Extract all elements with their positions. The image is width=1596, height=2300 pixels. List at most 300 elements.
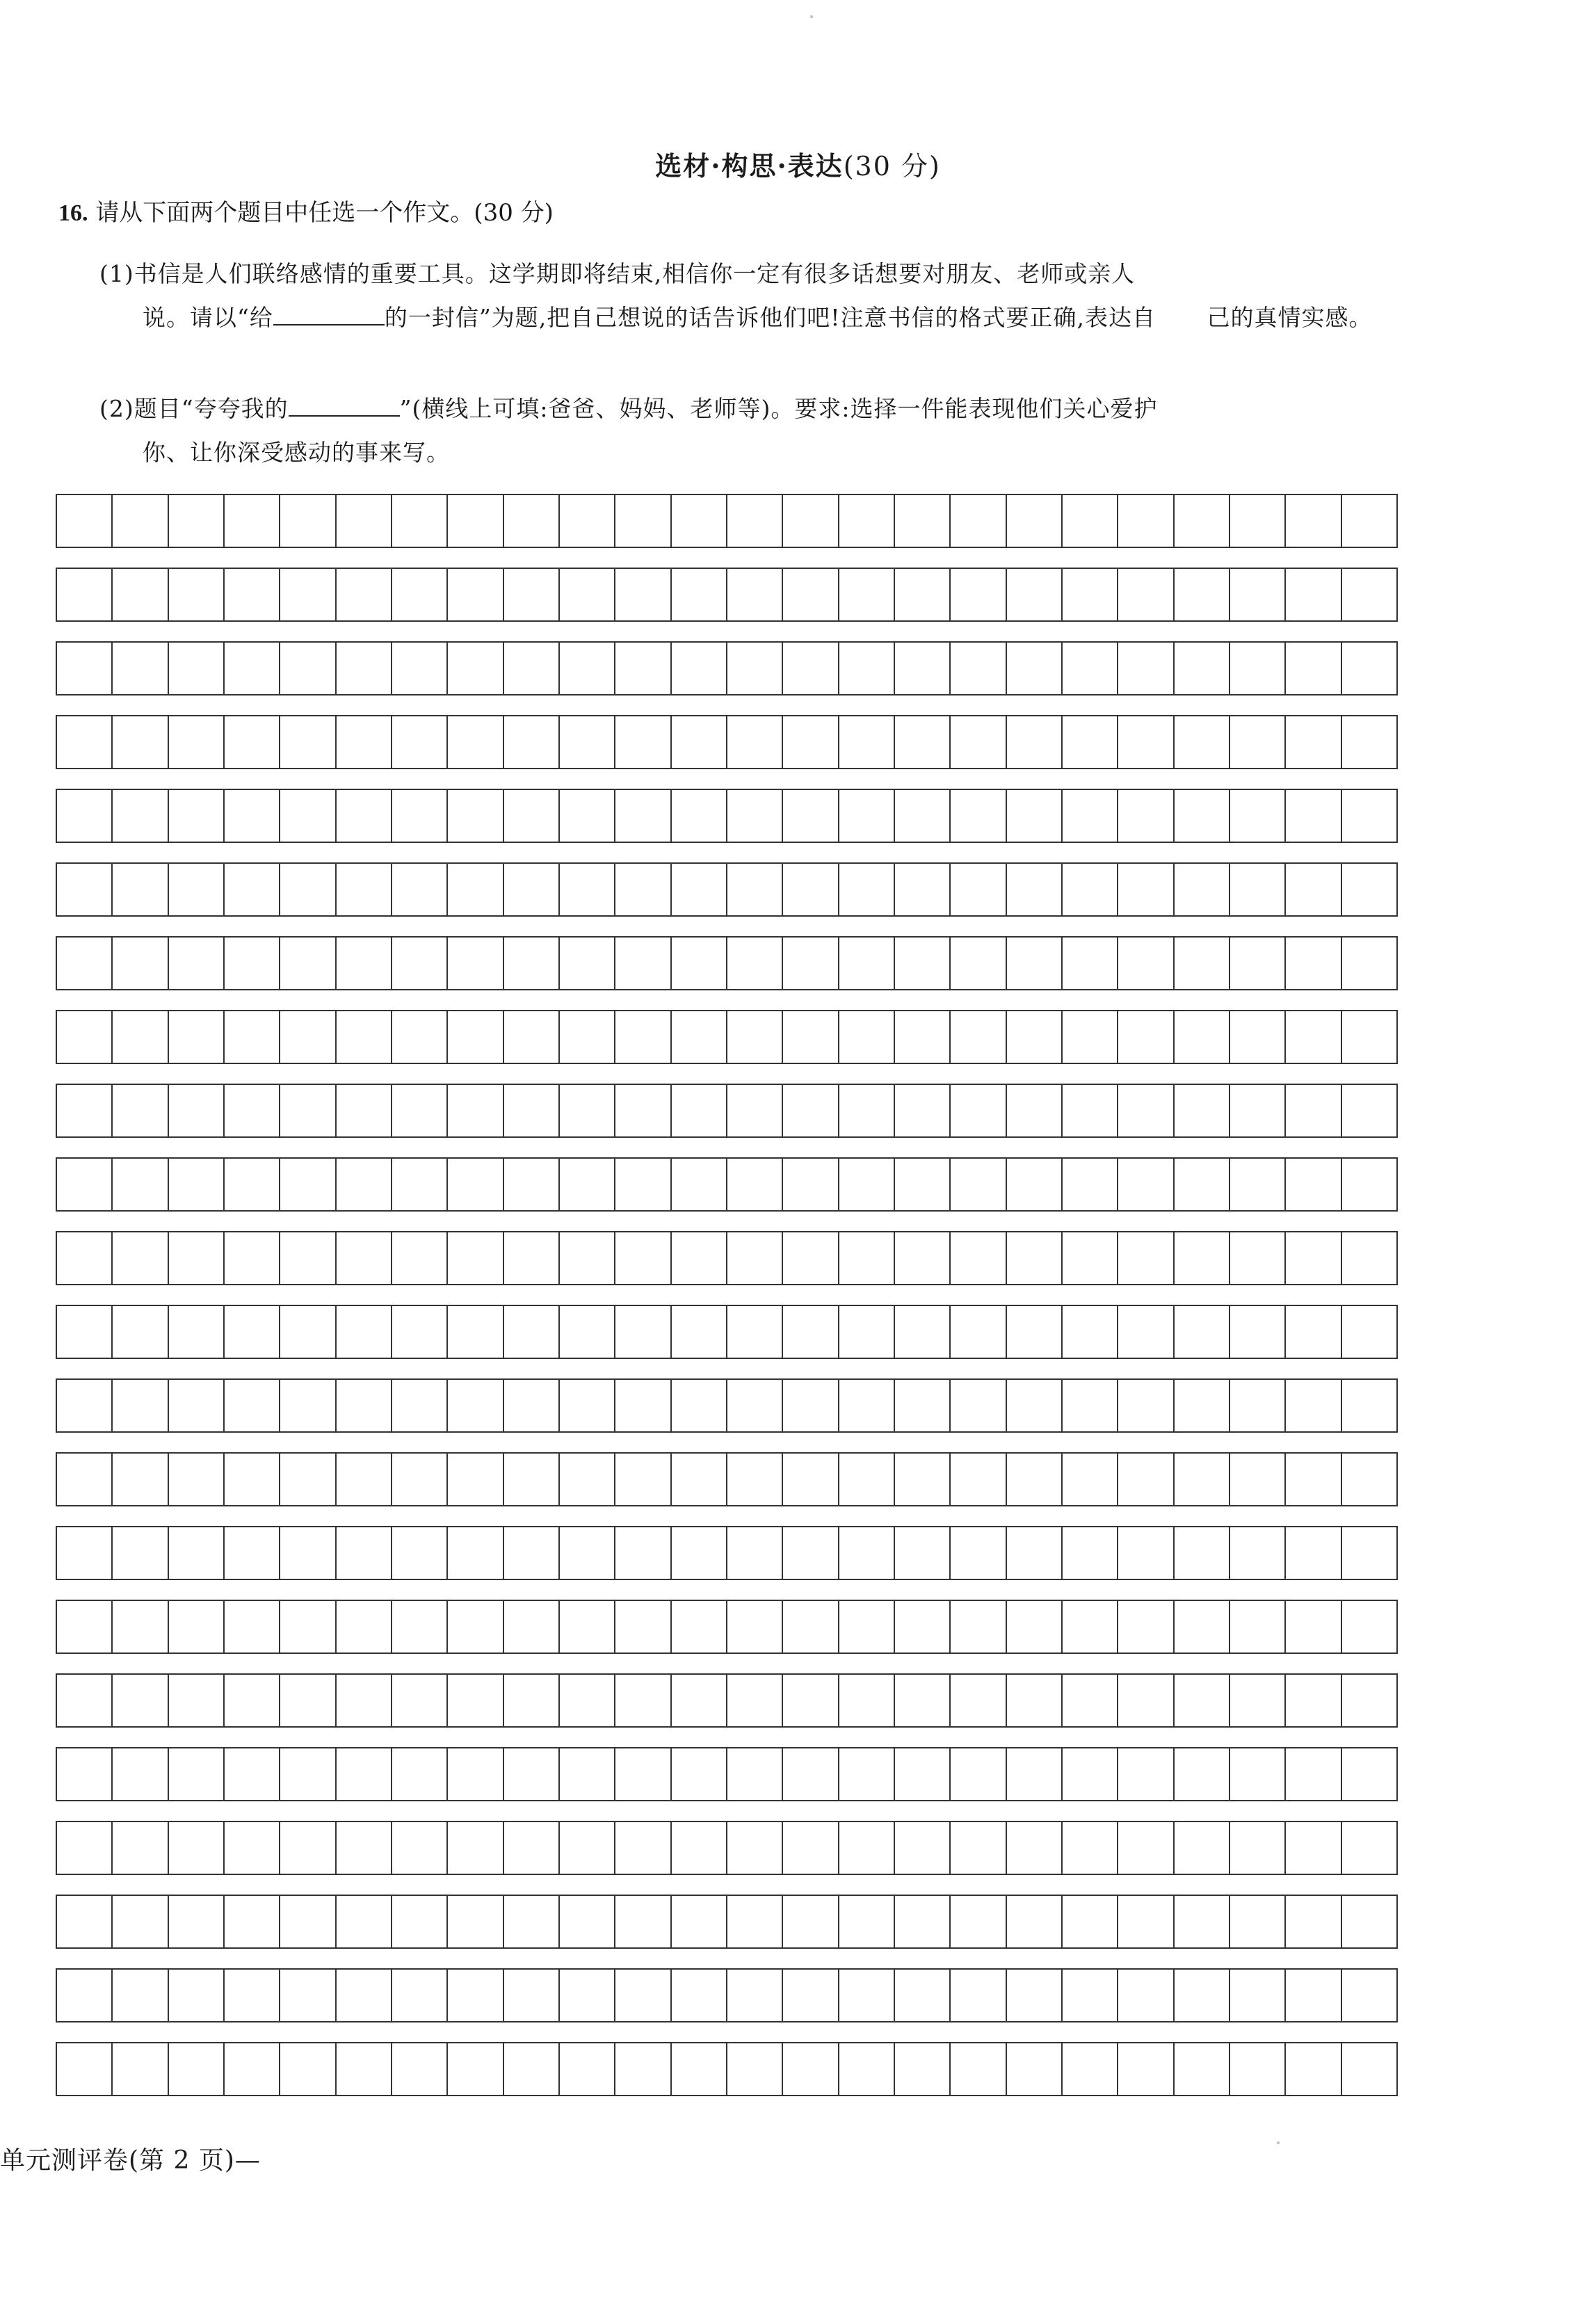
grid-cell[interactable]	[335, 1673, 391, 1728]
grid-cell[interactable]	[949, 568, 1005, 622]
grid-cell[interactable]	[726, 862, 782, 917]
grid-cell[interactable]	[1006, 1673, 1061, 1728]
grid-cell[interactable]	[1061, 1821, 1117, 1875]
grid-cell[interactable]	[614, 1895, 670, 1949]
grid-cell[interactable]	[1284, 1600, 1340, 1654]
grid-cell[interactable]	[279, 1010, 334, 1064]
grid-cell[interactable]	[279, 1378, 334, 1433]
grid-cell[interactable]	[1006, 1084, 1061, 1138]
grid-cell[interactable]	[726, 1305, 782, 1359]
grid-cell[interactable]	[56, 568, 111, 622]
grid-cell[interactable]	[782, 641, 837, 695]
grid-cell[interactable]	[838, 1747, 894, 1801]
grid-cell[interactable]	[558, 1526, 614, 1580]
grid-cell[interactable]	[111, 1673, 167, 1728]
grid-cell[interactable]	[558, 2042, 614, 2096]
grid-cell[interactable]	[335, 1010, 391, 1064]
grid-cell[interactable]	[1117, 568, 1172, 622]
grid-cell[interactable]	[56, 1968, 111, 2022]
grid-cell[interactable]	[670, 1673, 726, 1728]
grid-cell[interactable]	[168, 568, 223, 622]
grid-cell[interactable]	[56, 2042, 111, 2096]
grid-cell[interactable]	[614, 1084, 670, 1138]
grid-cell[interactable]	[1006, 715, 1061, 769]
grid-cell[interactable]	[1173, 1747, 1229, 1801]
grid-cell[interactable]	[446, 1968, 502, 2022]
grid-cell[interactable]	[335, 1747, 391, 1801]
grid-cell[interactable]	[446, 1305, 502, 1359]
grid-cell[interactable]	[949, 789, 1005, 843]
grid-cell[interactable]	[1117, 1747, 1172, 1801]
grid-cell[interactable]	[614, 1747, 670, 1801]
grid-cell[interactable]	[949, 1526, 1005, 1580]
grid-cell[interactable]	[1006, 1747, 1061, 1801]
grid-cell[interactable]	[894, 1747, 949, 1801]
grid-cell[interactable]	[1341, 1821, 1398, 1875]
grid-cell[interactable]	[1061, 1600, 1117, 1654]
grid-cell[interactable]	[949, 1305, 1005, 1359]
grid-cell[interactable]	[391, 1968, 446, 2022]
grid-cell[interactable]	[1006, 1452, 1061, 1506]
grid-cell[interactable]	[1117, 789, 1172, 843]
grid-cell[interactable]	[1061, 1231, 1117, 1285]
grid-cell[interactable]	[56, 1010, 111, 1064]
grid-cell[interactable]	[335, 862, 391, 917]
grid-cell[interactable]	[391, 1378, 446, 1433]
grid-cell[interactable]	[1229, 1747, 1284, 1801]
grid-cell[interactable]	[446, 1084, 502, 1138]
grid-cell[interactable]	[111, 568, 167, 622]
grid-cell[interactable]	[558, 1157, 614, 1212]
grid-cell[interactable]	[1229, 1305, 1284, 1359]
grid-cell[interactable]	[558, 1600, 614, 1654]
grid-cell[interactable]	[1229, 2042, 1284, 2096]
grid-cell[interactable]	[726, 789, 782, 843]
grid-cell[interactable]	[56, 1895, 111, 1949]
grid-cell[interactable]	[335, 715, 391, 769]
grid-cell[interactable]	[223, 1157, 279, 1212]
grid-cell[interactable]	[670, 1600, 726, 1654]
grid-cell[interactable]	[1173, 1968, 1229, 2022]
grid-cell[interactable]	[1006, 1157, 1061, 1212]
grid-cell[interactable]	[1341, 1084, 1398, 1138]
grid-cell[interactable]	[726, 1968, 782, 2022]
grid-cell[interactable]	[558, 494, 614, 548]
grid-cell[interactable]	[838, 568, 894, 622]
grid-cell[interactable]	[1341, 1968, 1398, 2022]
grid-cell[interactable]	[279, 1821, 334, 1875]
grid-cell[interactable]	[614, 1305, 670, 1359]
grid-cell[interactable]	[558, 568, 614, 622]
grid-cell[interactable]	[782, 2042, 837, 2096]
grid-cell[interactable]	[335, 1526, 391, 1580]
grid-cell[interactable]	[56, 1452, 111, 1506]
grid-cell[interactable]	[1341, 1526, 1398, 1580]
grid-cell[interactable]	[894, 1452, 949, 1506]
grid-cell[interactable]	[223, 494, 279, 548]
grid-cell[interactable]	[111, 1895, 167, 1949]
grid-cell[interactable]	[1006, 1821, 1061, 1875]
grid-cell[interactable]	[894, 715, 949, 769]
grid-cell[interactable]	[1173, 936, 1229, 990]
grid-cell[interactable]	[838, 1821, 894, 1875]
grid-cell[interactable]	[782, 1305, 837, 1359]
grid-cell[interactable]	[670, 1305, 726, 1359]
grid-cell[interactable]	[168, 1378, 223, 1433]
grid-cell[interactable]	[391, 2042, 446, 2096]
grid-cell[interactable]	[111, 789, 167, 843]
grid-cell[interactable]	[168, 715, 223, 769]
grid-cell[interactable]	[726, 936, 782, 990]
grid-cell[interactable]	[503, 715, 558, 769]
grid-cell[interactable]	[335, 2042, 391, 2096]
grid-cell[interactable]	[1341, 715, 1398, 769]
grid-cell[interactable]	[168, 1747, 223, 1801]
grid-cell[interactable]	[223, 1231, 279, 1285]
grid-cell[interactable]	[335, 1378, 391, 1433]
grid-cell[interactable]	[949, 715, 1005, 769]
grid-cell[interactable]	[1229, 1526, 1284, 1580]
grid-cell[interactable]	[726, 1231, 782, 1285]
grid-cell[interactable]	[782, 494, 837, 548]
grid-cell[interactable]	[1061, 2042, 1117, 2096]
grid-cell[interactable]	[56, 1747, 111, 1801]
grid-cell[interactable]	[1284, 641, 1340, 695]
grid-cell[interactable]	[1229, 1673, 1284, 1728]
grid-cell[interactable]	[1173, 2042, 1229, 2096]
grid-cell[interactable]	[614, 1378, 670, 1433]
grid-cell[interactable]	[1061, 1526, 1117, 1580]
grid-cell[interactable]	[1006, 1600, 1061, 1654]
grid-cell[interactable]	[614, 1673, 670, 1728]
grid-cell[interactable]	[614, 494, 670, 548]
grid-cell[interactable]	[949, 2042, 1005, 2096]
grid-cell[interactable]	[223, 1452, 279, 1506]
grid-cell[interactable]	[223, 862, 279, 917]
grid-cell[interactable]	[726, 1157, 782, 1212]
grid-cell[interactable]	[726, 1747, 782, 1801]
grid-cell[interactable]	[558, 936, 614, 990]
grid-cell[interactable]	[168, 862, 223, 917]
grid-cell[interactable]	[838, 494, 894, 548]
grid-cell[interactable]	[782, 1673, 837, 1728]
grid-cell[interactable]	[391, 1010, 446, 1064]
grid-cell[interactable]	[503, 789, 558, 843]
grid-cell[interactable]	[894, 1968, 949, 2022]
grid-cell[interactable]	[1117, 1673, 1172, 1728]
grid-cell[interactable]	[1284, 1526, 1340, 1580]
grid-cell[interactable]	[335, 1231, 391, 1285]
grid-cell[interactable]	[782, 1378, 837, 1433]
grid-cell[interactable]	[111, 641, 167, 695]
grid-cell[interactable]	[614, 1157, 670, 1212]
grid-cell[interactable]	[1284, 715, 1340, 769]
grid-cell[interactable]	[1284, 862, 1340, 917]
grid-cell[interactable]	[782, 862, 837, 917]
grid-cell[interactable]	[1284, 1968, 1340, 2022]
grid-cell[interactable]	[614, 789, 670, 843]
grid-cell[interactable]	[1229, 1378, 1284, 1433]
grid-cell[interactable]	[1229, 936, 1284, 990]
grid-cell[interactable]	[782, 789, 837, 843]
grid-cell[interactable]	[614, 1231, 670, 1285]
grid-cell[interactable]	[279, 1968, 334, 2022]
grid-cell[interactable]	[111, 1821, 167, 1875]
grid-cell[interactable]	[558, 789, 614, 843]
grid-cell[interactable]	[503, 1010, 558, 1064]
grid-cell[interactable]	[670, 862, 726, 917]
grid-cell[interactable]	[614, 936, 670, 990]
grid-cell[interactable]	[838, 862, 894, 917]
grid-cell[interactable]	[1284, 789, 1340, 843]
grid-cell[interactable]	[1284, 1084, 1340, 1138]
grid-cell[interactable]	[391, 1157, 446, 1212]
grid-cell[interactable]	[726, 1821, 782, 1875]
grid-cell[interactable]	[168, 789, 223, 843]
grid-cell[interactable]	[1284, 1231, 1340, 1285]
grid-cell[interactable]	[168, 1452, 223, 1506]
grid-cell[interactable]	[503, 1821, 558, 1875]
grid-cell[interactable]	[949, 1084, 1005, 1138]
grid-cell[interactable]	[168, 936, 223, 990]
grid-cell[interactable]	[838, 1378, 894, 1433]
grid-cell[interactable]	[1061, 936, 1117, 990]
grid-cell[interactable]	[1284, 568, 1340, 622]
grid-cell[interactable]	[726, 1010, 782, 1064]
grid-cell[interactable]	[1117, 936, 1172, 990]
grid-cell[interactable]	[223, 1821, 279, 1875]
grid-cell[interactable]	[279, 715, 334, 769]
grid-cell[interactable]	[391, 862, 446, 917]
grid-cell[interactable]	[335, 1600, 391, 1654]
grid-cell[interactable]	[446, 1821, 502, 1875]
grid-cell[interactable]	[279, 1084, 334, 1138]
grid-cell[interactable]	[1173, 1231, 1229, 1285]
grid-cell[interactable]	[446, 789, 502, 843]
grid-cell[interactable]	[391, 1600, 446, 1654]
grid-cell[interactable]	[446, 1157, 502, 1212]
grid-cell[interactable]	[56, 1526, 111, 1580]
grid-cell[interactable]	[726, 1895, 782, 1949]
grid-cell[interactable]	[223, 641, 279, 695]
grid-cell[interactable]	[1006, 1231, 1061, 1285]
grid-cell[interactable]	[894, 494, 949, 548]
grid-cell[interactable]	[949, 1821, 1005, 1875]
grid-cell[interactable]	[614, 1600, 670, 1654]
grid-cell[interactable]	[1173, 1157, 1229, 1212]
grid-cell[interactable]	[1061, 1084, 1117, 1138]
grid-cell[interactable]	[894, 1157, 949, 1212]
grid-cell[interactable]	[614, 715, 670, 769]
grid-cell[interactable]	[949, 1600, 1005, 1654]
grid-cell[interactable]	[894, 1526, 949, 1580]
grid-cell[interactable]	[894, 2042, 949, 2096]
grid-cell[interactable]	[111, 2042, 167, 2096]
grid-cell[interactable]	[446, 1231, 502, 1285]
grid-cell[interactable]	[1229, 1821, 1284, 1875]
grid-cell[interactable]	[1229, 1968, 1284, 2022]
grid-cell[interactable]	[558, 1378, 614, 1433]
grid-cell[interactable]	[670, 568, 726, 622]
grid-cell[interactable]	[558, 1821, 614, 1875]
grid-cell[interactable]	[614, 2042, 670, 2096]
grid-cell[interactable]	[1061, 494, 1117, 548]
grid-cell[interactable]	[223, 2042, 279, 2096]
grid-cell[interactable]	[335, 936, 391, 990]
grid-cell[interactable]	[894, 1010, 949, 1064]
grid-cell[interactable]	[1173, 641, 1229, 695]
grid-cell[interactable]	[670, 1157, 726, 1212]
grid-cell[interactable]	[111, 715, 167, 769]
grid-cell[interactable]	[1173, 494, 1229, 548]
grid-cell[interactable]	[223, 1747, 279, 1801]
grid-cell[interactable]	[614, 1452, 670, 1506]
grid-cell[interactable]	[1006, 1378, 1061, 1433]
grid-cell[interactable]	[894, 936, 949, 990]
grid-cell[interactable]	[1006, 936, 1061, 990]
grid-cell[interactable]	[335, 1821, 391, 1875]
grid-cell[interactable]	[1061, 1378, 1117, 1433]
grid-cell[interactable]	[1117, 1084, 1172, 1138]
grid-cell[interactable]	[558, 1452, 614, 1506]
grid-cell[interactable]	[949, 1747, 1005, 1801]
grid-cell[interactable]	[670, 1378, 726, 1433]
grid-cell[interactable]	[1006, 862, 1061, 917]
grid-cell[interactable]	[949, 641, 1005, 695]
grid-cell[interactable]	[391, 641, 446, 695]
grid-cell[interactable]	[838, 1968, 894, 2022]
grid-cell[interactable]	[503, 862, 558, 917]
grid-cell[interactable]	[391, 1895, 446, 1949]
grid-cell[interactable]	[335, 1895, 391, 1949]
grid-cell[interactable]	[168, 494, 223, 548]
grid-cell[interactable]	[782, 715, 837, 769]
grid-cell[interactable]	[894, 1673, 949, 1728]
grid-cell[interactable]	[56, 715, 111, 769]
grid-cell[interactable]	[279, 1305, 334, 1359]
grid-cell[interactable]	[1061, 1747, 1117, 1801]
grid-cell[interactable]	[503, 2042, 558, 2096]
grid-cell[interactable]	[1117, 862, 1172, 917]
grid-cell[interactable]	[670, 715, 726, 769]
grid-cell[interactable]	[335, 494, 391, 548]
grid-cell[interactable]	[670, 1747, 726, 1801]
grid-cell[interactable]	[503, 1895, 558, 1949]
grid-cell[interactable]	[446, 1010, 502, 1064]
grid-cell[interactable]	[670, 1895, 726, 1949]
grid-cell[interactable]	[949, 1157, 1005, 1212]
grid-cell[interactable]	[391, 1747, 446, 1801]
grid-cell[interactable]	[782, 1157, 837, 1212]
grid-cell[interactable]	[726, 568, 782, 622]
grid-cell[interactable]	[503, 1378, 558, 1433]
grid-cell[interactable]	[782, 568, 837, 622]
grid-cell[interactable]	[1117, 1895, 1172, 1949]
grid-cell[interactable]	[1173, 1895, 1229, 1949]
grid-cell[interactable]	[782, 1821, 837, 1875]
grid-cell[interactable]	[1341, 494, 1398, 548]
grid-cell[interactable]	[111, 1526, 167, 1580]
grid-cell[interactable]	[223, 1305, 279, 1359]
grid-cell[interactable]	[1061, 1452, 1117, 1506]
grid-cell[interactable]	[1341, 1895, 1398, 1949]
grid-cell[interactable]	[168, 1157, 223, 1212]
grid-cell[interactable]	[391, 789, 446, 843]
grid-cell[interactable]	[1117, 1526, 1172, 1580]
grid-cell[interactable]	[111, 1968, 167, 2022]
grid-cell[interactable]	[838, 1084, 894, 1138]
grid-cell[interactable]	[446, 862, 502, 917]
grid-cell[interactable]	[168, 1231, 223, 1285]
grid-cell[interactable]	[1341, 789, 1398, 843]
grid-cell[interactable]	[782, 1968, 837, 2022]
grid-cell[interactable]	[168, 1526, 223, 1580]
grid-cell[interactable]	[670, 1526, 726, 1580]
grid-cell[interactable]	[168, 1010, 223, 1064]
grid-cell[interactable]	[56, 1157, 111, 1212]
grid-cell[interactable]	[279, 1895, 334, 1949]
grid-cell[interactable]	[1284, 1305, 1340, 1359]
grid-cell[interactable]	[1229, 715, 1284, 769]
grid-cell[interactable]	[446, 1452, 502, 1506]
grid-cell[interactable]	[614, 568, 670, 622]
grid-cell[interactable]	[1173, 715, 1229, 769]
grid-cell[interactable]	[1341, 568, 1398, 622]
grid-cell[interactable]	[1229, 641, 1284, 695]
grid-cell[interactable]	[838, 2042, 894, 2096]
grid-cell[interactable]	[1061, 568, 1117, 622]
grid-cell[interactable]	[279, 1231, 334, 1285]
grid-cell[interactable]	[726, 1084, 782, 1138]
grid-cell[interactable]	[558, 1895, 614, 1949]
grid-cell[interactable]	[446, 1378, 502, 1433]
grid-cell[interactable]	[1173, 1305, 1229, 1359]
grid-cell[interactable]	[1173, 1526, 1229, 1580]
grid-cell[interactable]	[1061, 1968, 1117, 2022]
grid-cell[interactable]	[726, 715, 782, 769]
grid-cell[interactable]	[168, 1821, 223, 1875]
grid-cell[interactable]	[949, 1452, 1005, 1506]
grid-cell[interactable]	[279, 789, 334, 843]
grid-cell[interactable]	[782, 1084, 837, 1138]
grid-cell[interactable]	[1173, 1673, 1229, 1728]
grid-cell[interactable]	[223, 568, 279, 622]
grid-cell[interactable]	[838, 1673, 894, 1728]
grid-cell[interactable]	[1229, 568, 1284, 622]
grid-cell[interactable]	[391, 1231, 446, 1285]
grid-cell[interactable]	[726, 1378, 782, 1433]
grid-cell[interactable]	[1117, 1378, 1172, 1433]
grid-cell[interactable]	[1061, 789, 1117, 843]
grid-cell[interactable]	[838, 789, 894, 843]
grid-cell[interactable]	[949, 1010, 1005, 1064]
grid-cell[interactable]	[782, 1526, 837, 1580]
grid-cell[interactable]	[56, 494, 111, 548]
grid-cell[interactable]	[279, 1747, 334, 1801]
grid-cell[interactable]	[1341, 1378, 1398, 1433]
grid-cell[interactable]	[670, 1084, 726, 1138]
grid-cell[interactable]	[279, 936, 334, 990]
grid-cell[interactable]	[894, 1821, 949, 1875]
grid-cell[interactable]	[670, 1231, 726, 1285]
grid-cell[interactable]	[838, 1010, 894, 1064]
grid-cell[interactable]	[1117, 1821, 1172, 1875]
grid-cell[interactable]	[503, 568, 558, 622]
grid-cell[interactable]	[111, 936, 167, 990]
grid-cell[interactable]	[503, 1231, 558, 1285]
grid-cell[interactable]	[56, 1231, 111, 1285]
grid-cell[interactable]	[391, 1821, 446, 1875]
